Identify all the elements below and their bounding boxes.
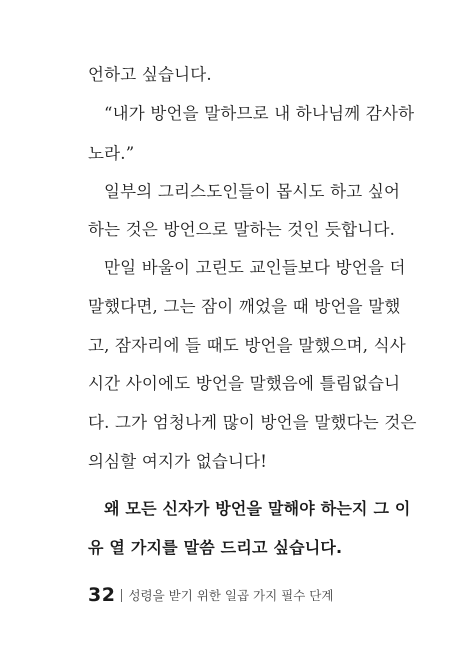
body-line: 하는 것은 방언으로 말하는 것인 듯합니다.	[88, 220, 396, 239]
running-title: 성령을 받기 위한 일곱 가지 필수 단계	[128, 588, 334, 603]
emphasis-line: 왜 모든 신자가 방언을 말해야 하는지 그 이	[104, 499, 411, 518]
footer-divider	[121, 589, 122, 602]
body-line: 만일 바울이 고린도 교인들보다 방언을 더	[104, 258, 406, 277]
body-line: 고, 잠자리에 들 때도 방언을 말했으며, 식사	[88, 336, 406, 355]
body-line: 다. 그가 엄청나게 많이 방언을 말했다는 것은	[88, 413, 417, 432]
body-line: 노라.”	[88, 144, 135, 163]
page-number: 32	[88, 584, 116, 606]
page-footer	[88, 583, 333, 607]
body-line: 시간 사이에도 방언을 말했음에 틀림없습니	[88, 374, 401, 393]
body-line: 말했다면, 그는 잠이 깨었을 때 방언을 말했	[88, 297, 401, 316]
body-line: 언하고 싶습니다.	[88, 65, 212, 84]
body-line: 의심할 여지가 없습니다!	[88, 452, 268, 471]
emphasis-line: 유 열 가지를 말씀 드리고 싶습니다.	[88, 538, 343, 557]
body-line-quote: “내가 방언을 말하므로 내 하나님께 감사하	[104, 104, 415, 123]
body-line: 일부의 그리스도인들이 몹시도 하고 싶어	[104, 182, 401, 201]
